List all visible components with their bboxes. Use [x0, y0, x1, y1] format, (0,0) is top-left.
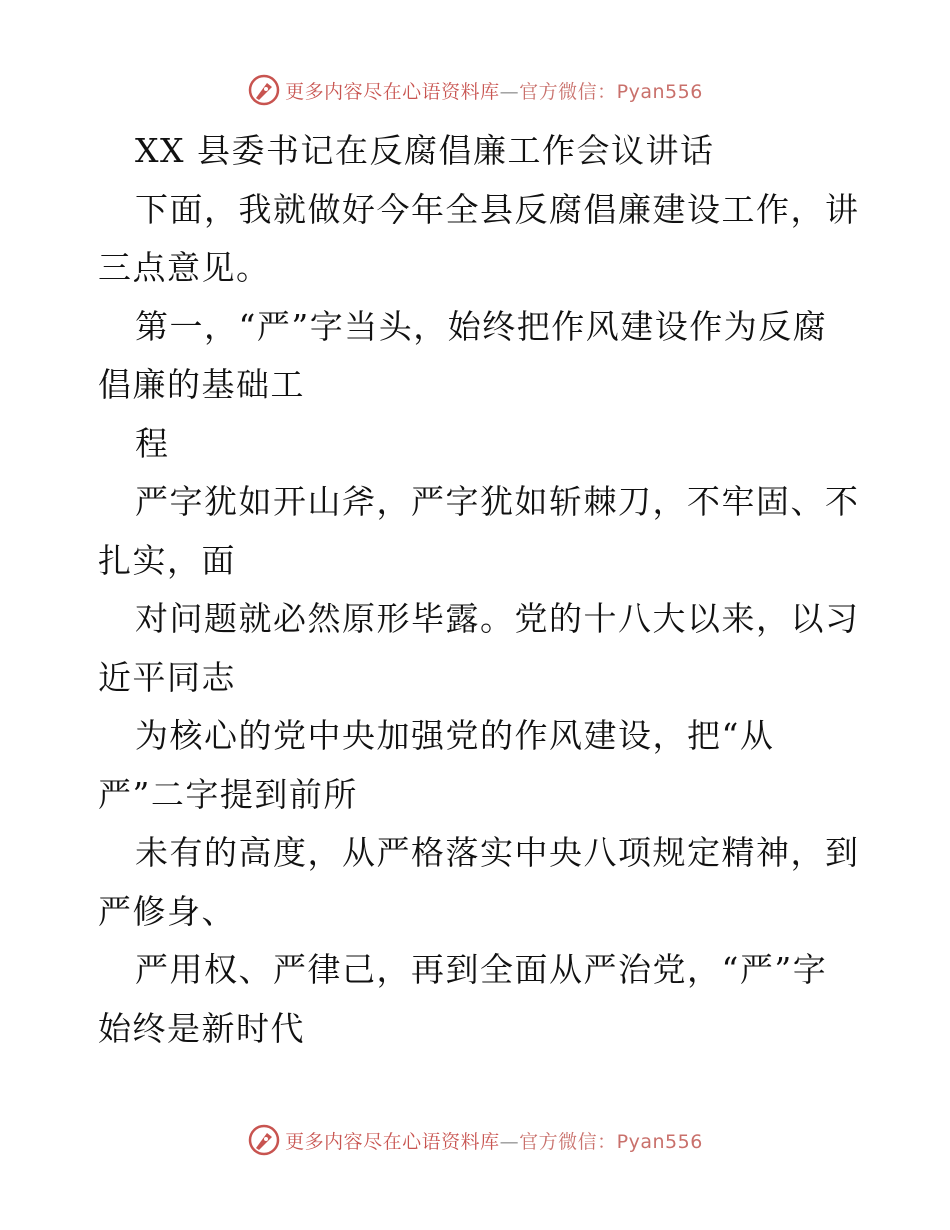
watermark-wechat: 官方微信：Pyan556	[519, 80, 703, 103]
paragraph-line: 扎实，面	[98, 540, 236, 580]
watermark-wechat: 官方微信：Pyan556	[519, 1130, 703, 1153]
paragraph-line: 下面，我就做好今年全县反腐倡廉建设工作，讲	[135, 189, 860, 229]
paragraph-line: 为核心的党中央加强党的作风建设，把“从	[135, 716, 775, 755]
paragraph-line: 第一，“严”字当头，始终把作风建设作为反腐	[135, 306, 828, 346]
watermark-dash: —	[499, 1130, 520, 1153]
header-watermark	[0, 70, 950, 110]
pen-nib-logo-icon	[247, 73, 281, 107]
paragraph-line: 近平同志	[98, 657, 236, 697]
paragraph-line: 严修身、	[98, 891, 236, 931]
document-body	[98, 122, 858, 1058]
paragraph-line: 三点意见。	[98, 248, 271, 287]
pen-nib-logo-icon	[247, 1123, 281, 1157]
footer-watermark	[0, 1120, 950, 1160]
paragraph-line: 倡廉的基础工	[98, 365, 305, 404]
watermark-text: 更多内容尽在心语资料库	[285, 80, 500, 103]
paragraph-line: 严字犹如开山斧，严字犹如斩棘刀，不牢固、不	[135, 482, 860, 521]
watermark-dash: —	[499, 80, 520, 103]
paragraph-line: 始终是新时代	[98, 1008, 305, 1048]
document-title: XX 县委书记在反腐倡廉工作会议讲话	[135, 131, 715, 170]
paragraph-line: 未有的高度，从严格落实中央八项规定精神，到	[135, 833, 860, 872]
paragraph-line: 严用权、严律己，再到全面从严治党，“严”字	[135, 950, 828, 989]
paragraph-line: 对问题就必然原形毕露。党的十八大以来，以习	[135, 599, 860, 638]
paragraph-line: 程	[135, 423, 170, 463]
paragraph-line: 严”二字提到前所	[98, 774, 358, 814]
watermark-text: 更多内容尽在心语资料库	[285, 1130, 500, 1153]
